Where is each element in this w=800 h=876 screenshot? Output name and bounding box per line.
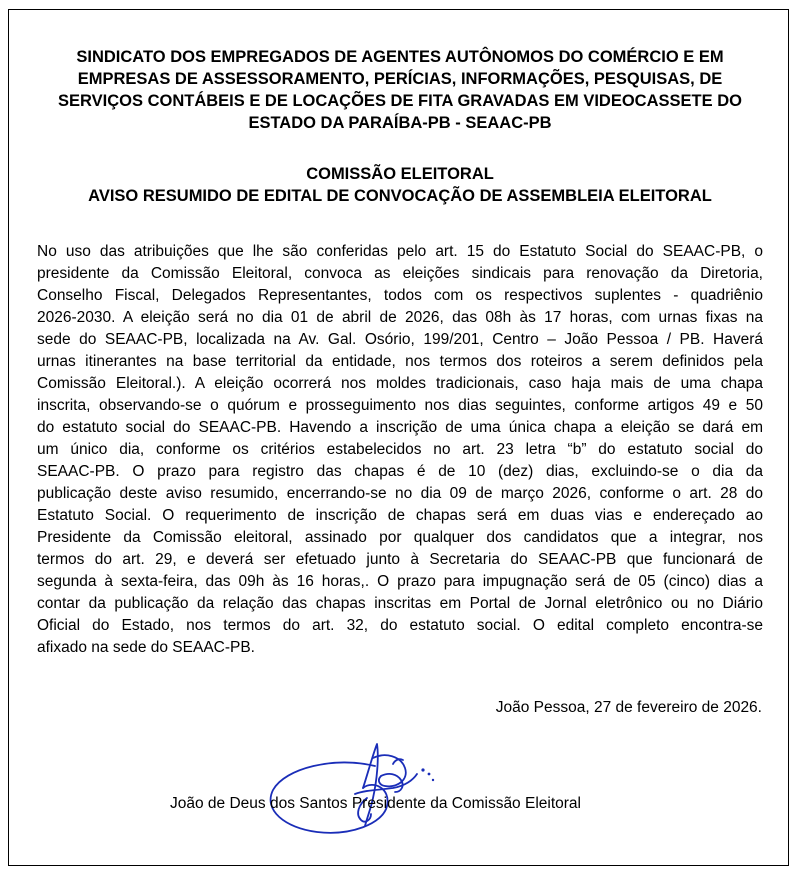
signer-name-and-title: João de Deus dos Santos Presidente da Comissão Eleitoral: [170, 795, 581, 812]
body-line: SEAAC-PB. O prazo para registro das chapas é de 10 (dez) dias, excluindo-se o dia da: [37, 463, 763, 480]
body-line: inscrita, observando-se o quórum e prosseguimento nos dias seguintes, conforme artigos 49 e 50: [37, 397, 763, 414]
body-line: contar da publicação da relação das chapas inscritas em Portal de Jornal eletrônico ou no Diário: [37, 595, 763, 612]
place-and-date: João Pessoa, 27 de fevereiro de 2026.: [495, 699, 762, 716]
body-line: um único dia, conforme os critérios estabelecidos no art. 23 letra “b” do estatuto social do: [37, 441, 763, 458]
union-name-line-4: ESTADO DA PARAÍBA-PB - SEAAC-PB: [248, 114, 552, 132]
body-line: Presidente da Comissão eleitoral, assinado por qualquer dos candidatos que a integrar, nos: [37, 529, 763, 546]
notice-body: [37, 241, 763, 659]
body-line: termos do art. 29, e deverá ser efetuado junto à Secretaria do SEAAC-PB que funcionará de: [37, 551, 763, 568]
body-line: do estatuto social do SEAAC-PB. Havendo a inscrição de uma única chapa a eleição se dará em: [37, 419, 763, 436]
commission-title: COMISSÃO ELEITORAL: [306, 165, 494, 183]
union-name-line-1: SINDICATO DOS EMPREGADOS DE AGENTES AUTÔNOMOS DO COMÉRCIO E EM: [76, 48, 724, 66]
body-line: No uso das atribuições que lhe são conferidas pelo art. 15 do Estatuto Social do SEAAC-PB, o: [37, 243, 763, 260]
body-line: publicação deste aviso resumido, encerrando-se no dia 09 de março 2026, conforme o art. 28 do: [37, 485, 763, 502]
body-line: Oficial do Estado, nos termos do art. 32, do estatuto social. O edital completo encontra-se: [37, 617, 763, 634]
body-line: segunda à sexta-feira, das 09h às 16 horas,. O prazo para impugnação será de 05 (cinco) dias a: [37, 573, 763, 590]
body-line: sede do SEAAC-PB, localizada na Av. Gal. Osório, 199/201, Centro – João Pessoa / PB. Haverá: [37, 331, 763, 348]
union-name-heading: [30, 46, 770, 134]
body-line: urnas itinerantes na base territorial da entidade, nos termos dos roteiros a serem definidos pela: [37, 353, 763, 370]
body-line: 2026-2030. A eleição será no dia 01 de abril de 2026, das 08h às 17 horas, com urnas fixas na: [37, 309, 763, 326]
body-line: presidente da Comissão Eleitoral, convoca as eleições sindicais para renovação da Diretoria,: [37, 265, 763, 282]
notice-heading: [30, 163, 770, 207]
body-line: Comissão Eleitoral.). A eleição ocorrerá nos moldes tradicionais, caso haja mais de uma chapa: [37, 375, 763, 392]
notice-title: AVISO RESUMIDO DE EDITAL DE CONVOCAÇÃO DE ASSEMBLEIA ELEITORAL: [88, 187, 712, 205]
union-name-line-3: SERVIÇOS CONTÁBEIS E DE LOCAÇÕES DE FITA GRAVADAS EM VIDEOCASSETE DO: [58, 92, 742, 110]
body-line: Conselho Fiscal, Delegados Representantes, todos com os respectivos suplentes - quadriênio: [37, 287, 763, 304]
handwritten-signature: [255, 728, 445, 848]
body-line: Estatuto Social. O requerimento de inscrição de chapas será em duas vias e endereçado ao: [37, 507, 763, 524]
union-name-line-2: EMPRESAS DE ASSESSORAMENTO, PERÍCIAS, INFORMAÇÕES, PESQUISAS, DE: [77, 70, 723, 88]
body-line: afixado na sede do SEAAC-PB.: [37, 639, 255, 656]
